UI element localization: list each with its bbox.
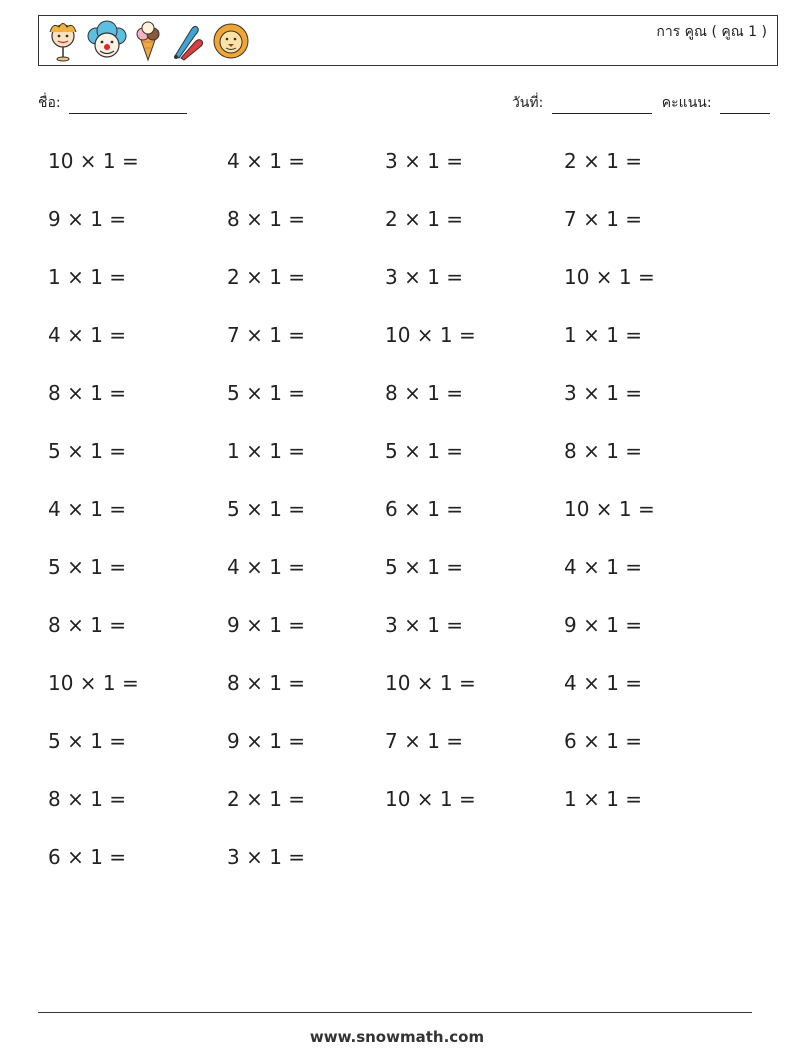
problem-item: 5 × 1 = <box>227 381 306 405</box>
name-blank[interactable] <box>69 97 187 114</box>
problem-row <box>48 548 748 606</box>
problem-item: 7 × 1 = <box>227 323 306 347</box>
problem-item: 6 × 1 = <box>385 497 464 521</box>
problem-row <box>48 664 748 722</box>
worksheet-title: การ คูณ ( คูณ 1 ) <box>656 24 767 40</box>
problem-row <box>48 142 748 200</box>
problem-item: 7 × 1 = <box>385 729 464 753</box>
problem-row <box>48 258 748 316</box>
problem-item: 2 × 1 = <box>227 787 306 811</box>
problem-item: 6 × 1 = <box>564 729 643 753</box>
score-label: คะแนน: <box>661 95 712 111</box>
problem-item: 10 × 1 = <box>385 323 476 347</box>
problem-row <box>48 432 748 490</box>
problem-item: 5 × 1 = <box>227 497 306 521</box>
problem-item: 7 × 1 = <box>564 207 643 231</box>
problem-item: 10 × 1 = <box>48 149 139 173</box>
problem-item: 10 × 1 = <box>564 265 655 289</box>
problem-item: 5 × 1 = <box>385 439 464 463</box>
problem-row <box>48 374 748 432</box>
clown-face-icon <box>45 20 81 62</box>
problem-item: 5 × 1 = <box>48 729 127 753</box>
problem-item: 4 × 1 = <box>227 149 306 173</box>
problem-item: 8 × 1 = <box>385 381 464 405</box>
problem-item: 8 × 1 = <box>564 439 643 463</box>
problem-item: 4 × 1 = <box>227 555 306 579</box>
problem-item: 4 × 1 = <box>48 323 127 347</box>
problem-item: 3 × 1 = <box>227 845 306 869</box>
date-field <box>512 92 652 114</box>
problem-row <box>48 490 748 548</box>
problem-item: 3 × 1 = <box>385 149 464 173</box>
problem-item: 1 × 1 = <box>227 439 306 463</box>
problem-item: 8 × 1 = <box>48 787 127 811</box>
problem-item: 9 × 1 = <box>48 207 127 231</box>
problem-item: 4 × 1 = <box>564 555 643 579</box>
score-field <box>662 92 770 114</box>
problem-item: 2 × 1 = <box>227 265 306 289</box>
problem-item: 2 × 1 = <box>564 149 643 173</box>
score-blank[interactable] <box>720 97 770 114</box>
date-label: วันที่: <box>511 95 544 111</box>
footer-divider <box>38 1012 752 1013</box>
problem-item: 3 × 1 = <box>564 381 643 405</box>
problem-item: 1 × 1 = <box>564 323 643 347</box>
problem-row <box>48 722 748 780</box>
problem-item: 3 × 1 = <box>385 613 464 637</box>
problem-item: 4 × 1 = <box>48 497 127 521</box>
problem-row <box>48 606 748 664</box>
problem-item: 10 × 1 = <box>385 671 476 695</box>
problem-item: 5 × 1 = <box>48 439 127 463</box>
lion-icon <box>211 20 251 62</box>
name-label: ชื่อ: <box>38 95 61 111</box>
problem-item: 2 × 1 = <box>385 207 464 231</box>
problem-row <box>48 316 748 374</box>
date-blank[interactable] <box>552 97 652 114</box>
problem-row <box>48 200 748 258</box>
problem-item: 8 × 1 = <box>227 671 306 695</box>
problem-item: 10 × 1 = <box>48 671 139 695</box>
problem-item: 5 × 1 = <box>385 555 464 579</box>
problem-item: 3 × 1 = <box>385 265 464 289</box>
problem-item: 8 × 1 = <box>48 381 127 405</box>
problem-item: 9 × 1 = <box>227 729 306 753</box>
date-score-fields <box>512 92 770 114</box>
problem-grid <box>48 142 748 896</box>
problem-item: 6 × 1 = <box>48 845 127 869</box>
problem-item: 10 × 1 = <box>564 497 655 521</box>
worksheet-header <box>38 15 778 66</box>
problem-item: 9 × 1 = <box>227 613 306 637</box>
problem-item: 9 × 1 = <box>564 613 643 637</box>
problem-item: 8 × 1 = <box>227 207 306 231</box>
problem-item: 4 × 1 = <box>564 671 643 695</box>
ice-cream-icon <box>133 20 163 62</box>
juggling-club-icon <box>169 20 205 62</box>
problem-row <box>48 838 748 896</box>
problem-item: 8 × 1 = <box>48 613 127 637</box>
header-icons <box>45 20 251 62</box>
problem-item: 5 × 1 = <box>48 555 127 579</box>
problem-item: 1 × 1 = <box>48 265 127 289</box>
name-field <box>38 92 187 114</box>
footer-url: www.snowmath.com <box>309 1028 485 1046</box>
problem-item: 1 × 1 = <box>564 787 643 811</box>
problem-row <box>48 780 748 838</box>
problem-item: 10 × 1 = <box>385 787 476 811</box>
clown-icon <box>87 20 127 62</box>
